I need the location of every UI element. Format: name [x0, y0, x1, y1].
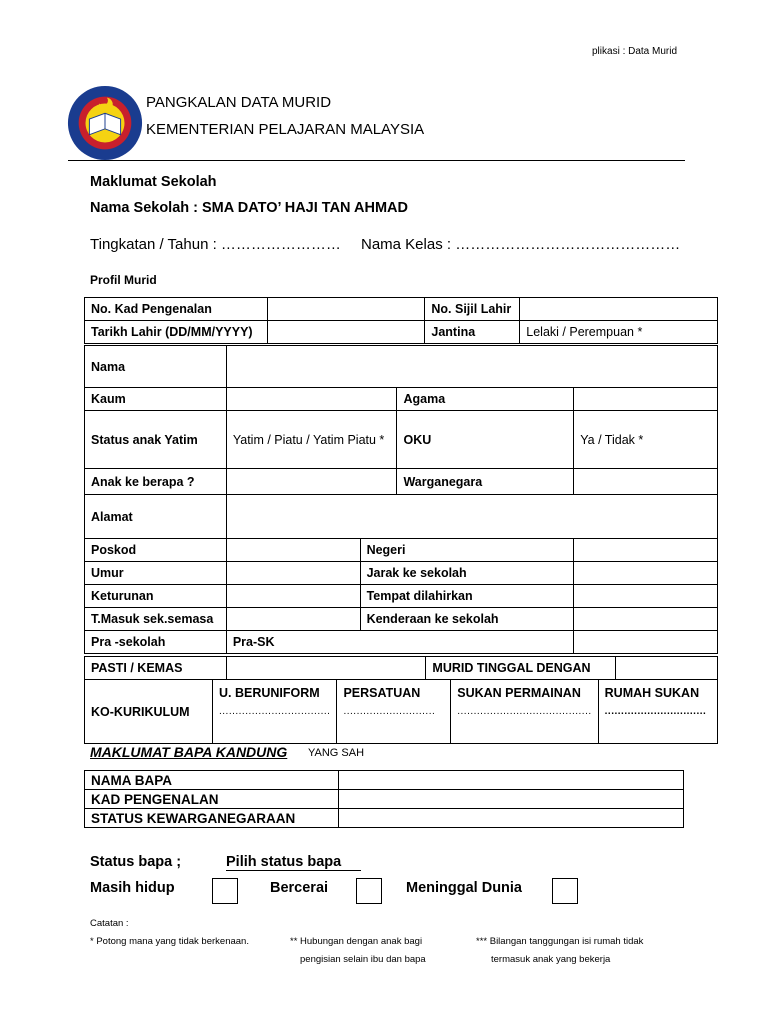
- age-label: Umur: [85, 562, 227, 585]
- father-name-input[interactable]: [338, 771, 683, 790]
- header-divider: [68, 160, 685, 161]
- citizenship-input[interactable]: [574, 469, 718, 495]
- deceased-option-label: Meninggal Dunia: [406, 880, 522, 896]
- student-profile-table: [84, 345, 718, 654]
- orphan-value[interactable]: Yatim / Piatu / Yatim Piatu *: [226, 411, 397, 469]
- father-status-label: Status bapa ;: [90, 854, 182, 870]
- ic-label: No. Kad Pengenalan: [85, 298, 268, 321]
- distance-label: Jarak ke sekolah: [360, 562, 574, 585]
- class-name-field[interactable]: Nama Kelas : ………………………………………: [361, 236, 681, 253]
- house-cell[interactable]: [598, 680, 717, 744]
- alive-option-label: Masih hidup: [90, 880, 175, 896]
- dob-label: Tarikh Lahir (DD/MM/YYYY): [85, 321, 268, 344]
- divorced-option-label: Bercerai: [270, 880, 329, 896]
- transport-label: Kenderaan ke sekolah: [360, 608, 574, 631]
- uniform-dots: ..................................: [218, 706, 331, 717]
- living-with-label: MURID TINGGAL DENGAN: [426, 657, 616, 680]
- sport-cell[interactable]: [451, 680, 598, 744]
- school-section-title: Maklumat Sekolah: [90, 174, 217, 190]
- citizenship-label: Warganegara: [397, 469, 574, 495]
- ministry-logo: [66, 84, 144, 162]
- notes-title: Catatan :: [90, 918, 129, 929]
- father-citizenship-input[interactable]: [338, 809, 683, 828]
- name-input[interactable]: [226, 346, 717, 388]
- pasti-label: PASTI / KEMAS: [85, 657, 227, 680]
- distance-input[interactable]: [574, 562, 718, 585]
- orphan-label: Status anak Yatim: [85, 411, 227, 469]
- preschool-value[interactable]: Pra-SK: [226, 631, 573, 654]
- note-1: * Potong mana yang tidak berkenaan.: [90, 936, 249, 947]
- descent-label: Keturunan: [85, 585, 227, 608]
- birthplace-input[interactable]: [574, 585, 718, 608]
- birth-cert-label: No. Sijil Lahir: [425, 298, 520, 321]
- oku-label: OKU: [397, 411, 574, 469]
- sport-label: SUKAN PERMAINAN: [457, 686, 581, 700]
- preschool-extra[interactable]: [574, 631, 718, 654]
- deceased-checkbox[interactable]: [552, 878, 578, 904]
- child-order-label: Anak ke berapa ?: [85, 469, 227, 495]
- father-table: [84, 770, 684, 828]
- sport-dots: .........................................: [457, 706, 592, 717]
- state-label: Negeri: [360, 539, 574, 562]
- birth-cert-input[interactable]: [520, 298, 718, 321]
- divorced-checkbox[interactable]: [356, 878, 382, 904]
- note-2-line1: ** Hubungan dengan anak bagi: [290, 936, 423, 947]
- org-title-line1: PANGKALAN DATA MURID: [146, 94, 332, 111]
- birthplace-label: Tempat dilahirkan: [360, 585, 574, 608]
- gender-label: Jantina: [425, 321, 520, 344]
- father-ic-input[interactable]: [338, 790, 683, 809]
- father-ic-label: KAD PENGENALAN: [85, 790, 339, 809]
- child-order-input[interactable]: [226, 469, 397, 495]
- student-id-table: [84, 297, 718, 344]
- father-section-title: MAKLUMAT BAPA KANDUNG: [90, 744, 288, 760]
- note-3-line2: termasuk anak yang bekerja: [491, 954, 611, 965]
- age-input[interactable]: [226, 562, 360, 585]
- school-name: Nama Sekolah : SMA DATO’ HAJI TAN AHMAD: [90, 200, 408, 216]
- father-section-suffix: YANG SAH: [308, 747, 365, 759]
- transport-input[interactable]: [574, 608, 718, 631]
- pasti-table: [84, 656, 718, 680]
- postcode-label: Poskod: [85, 539, 227, 562]
- house-dots: ...............................: [604, 706, 707, 717]
- note-3-line1: *** Bilangan tanggungan isi rumah tidak: [476, 936, 644, 947]
- alive-checkbox[interactable]: [212, 878, 238, 904]
- entry-year-input[interactable]: [226, 608, 360, 631]
- father-citizenship-label: STATUS KEWARGANEGARAAN: [85, 809, 339, 828]
- entry-year-label: T.Masuk sek.semasa: [85, 608, 227, 631]
- house-label: RUMAH SUKAN: [604, 686, 700, 700]
- address-label: Alamat: [85, 495, 227, 539]
- uniform-cell[interactable]: [212, 680, 336, 744]
- profile-title: Profil Murid: [90, 273, 157, 287]
- race-input[interactable]: [226, 388, 397, 411]
- gender-value[interactable]: Lelaki / Perempuan *: [520, 321, 718, 344]
- org-title-line2: KEMENTERIAN PELAJARAN MALAYSIA: [146, 121, 425, 138]
- pasti-input[interactable]: [226, 657, 426, 680]
- club-dots: ............................: [343, 706, 436, 717]
- club-label: PERSATUAN: [343, 686, 421, 700]
- religion-input[interactable]: [574, 388, 718, 411]
- father-status-choose: Pilih status bapa: [226, 854, 361, 871]
- club-cell[interactable]: [337, 680, 451, 744]
- grade-year-field[interactable]: Tingkatan / Tahun : ……………………: [90, 236, 341, 253]
- state-input[interactable]: [574, 539, 718, 562]
- dob-input[interactable]: [267, 321, 425, 344]
- postcode-input[interactable]: [226, 539, 360, 562]
- race-label: Kaum: [85, 388, 227, 411]
- uniform-label: U. BERUNIFORM: [218, 686, 320, 700]
- ic-input[interactable]: [267, 298, 425, 321]
- document-app-label: plikasi : Data Murid: [592, 46, 678, 57]
- preschool-label: Pra -sekolah: [85, 631, 227, 654]
- living-with-input[interactable]: [616, 657, 718, 680]
- address-input[interactable]: [226, 495, 717, 539]
- cocurricular-table: [84, 679, 718, 744]
- cocurricular-label: KO-KURIKULUM: [85, 680, 213, 744]
- note-2-line2: pengisian selain ibu dan bapa: [300, 954, 426, 965]
- father-name-label: NAMA BAPA: [85, 771, 339, 790]
- oku-value[interactable]: Ya / Tidak *: [574, 411, 718, 469]
- name-label: Nama: [85, 346, 227, 388]
- descent-input[interactable]: [226, 585, 360, 608]
- religion-label: Agama: [397, 388, 574, 411]
